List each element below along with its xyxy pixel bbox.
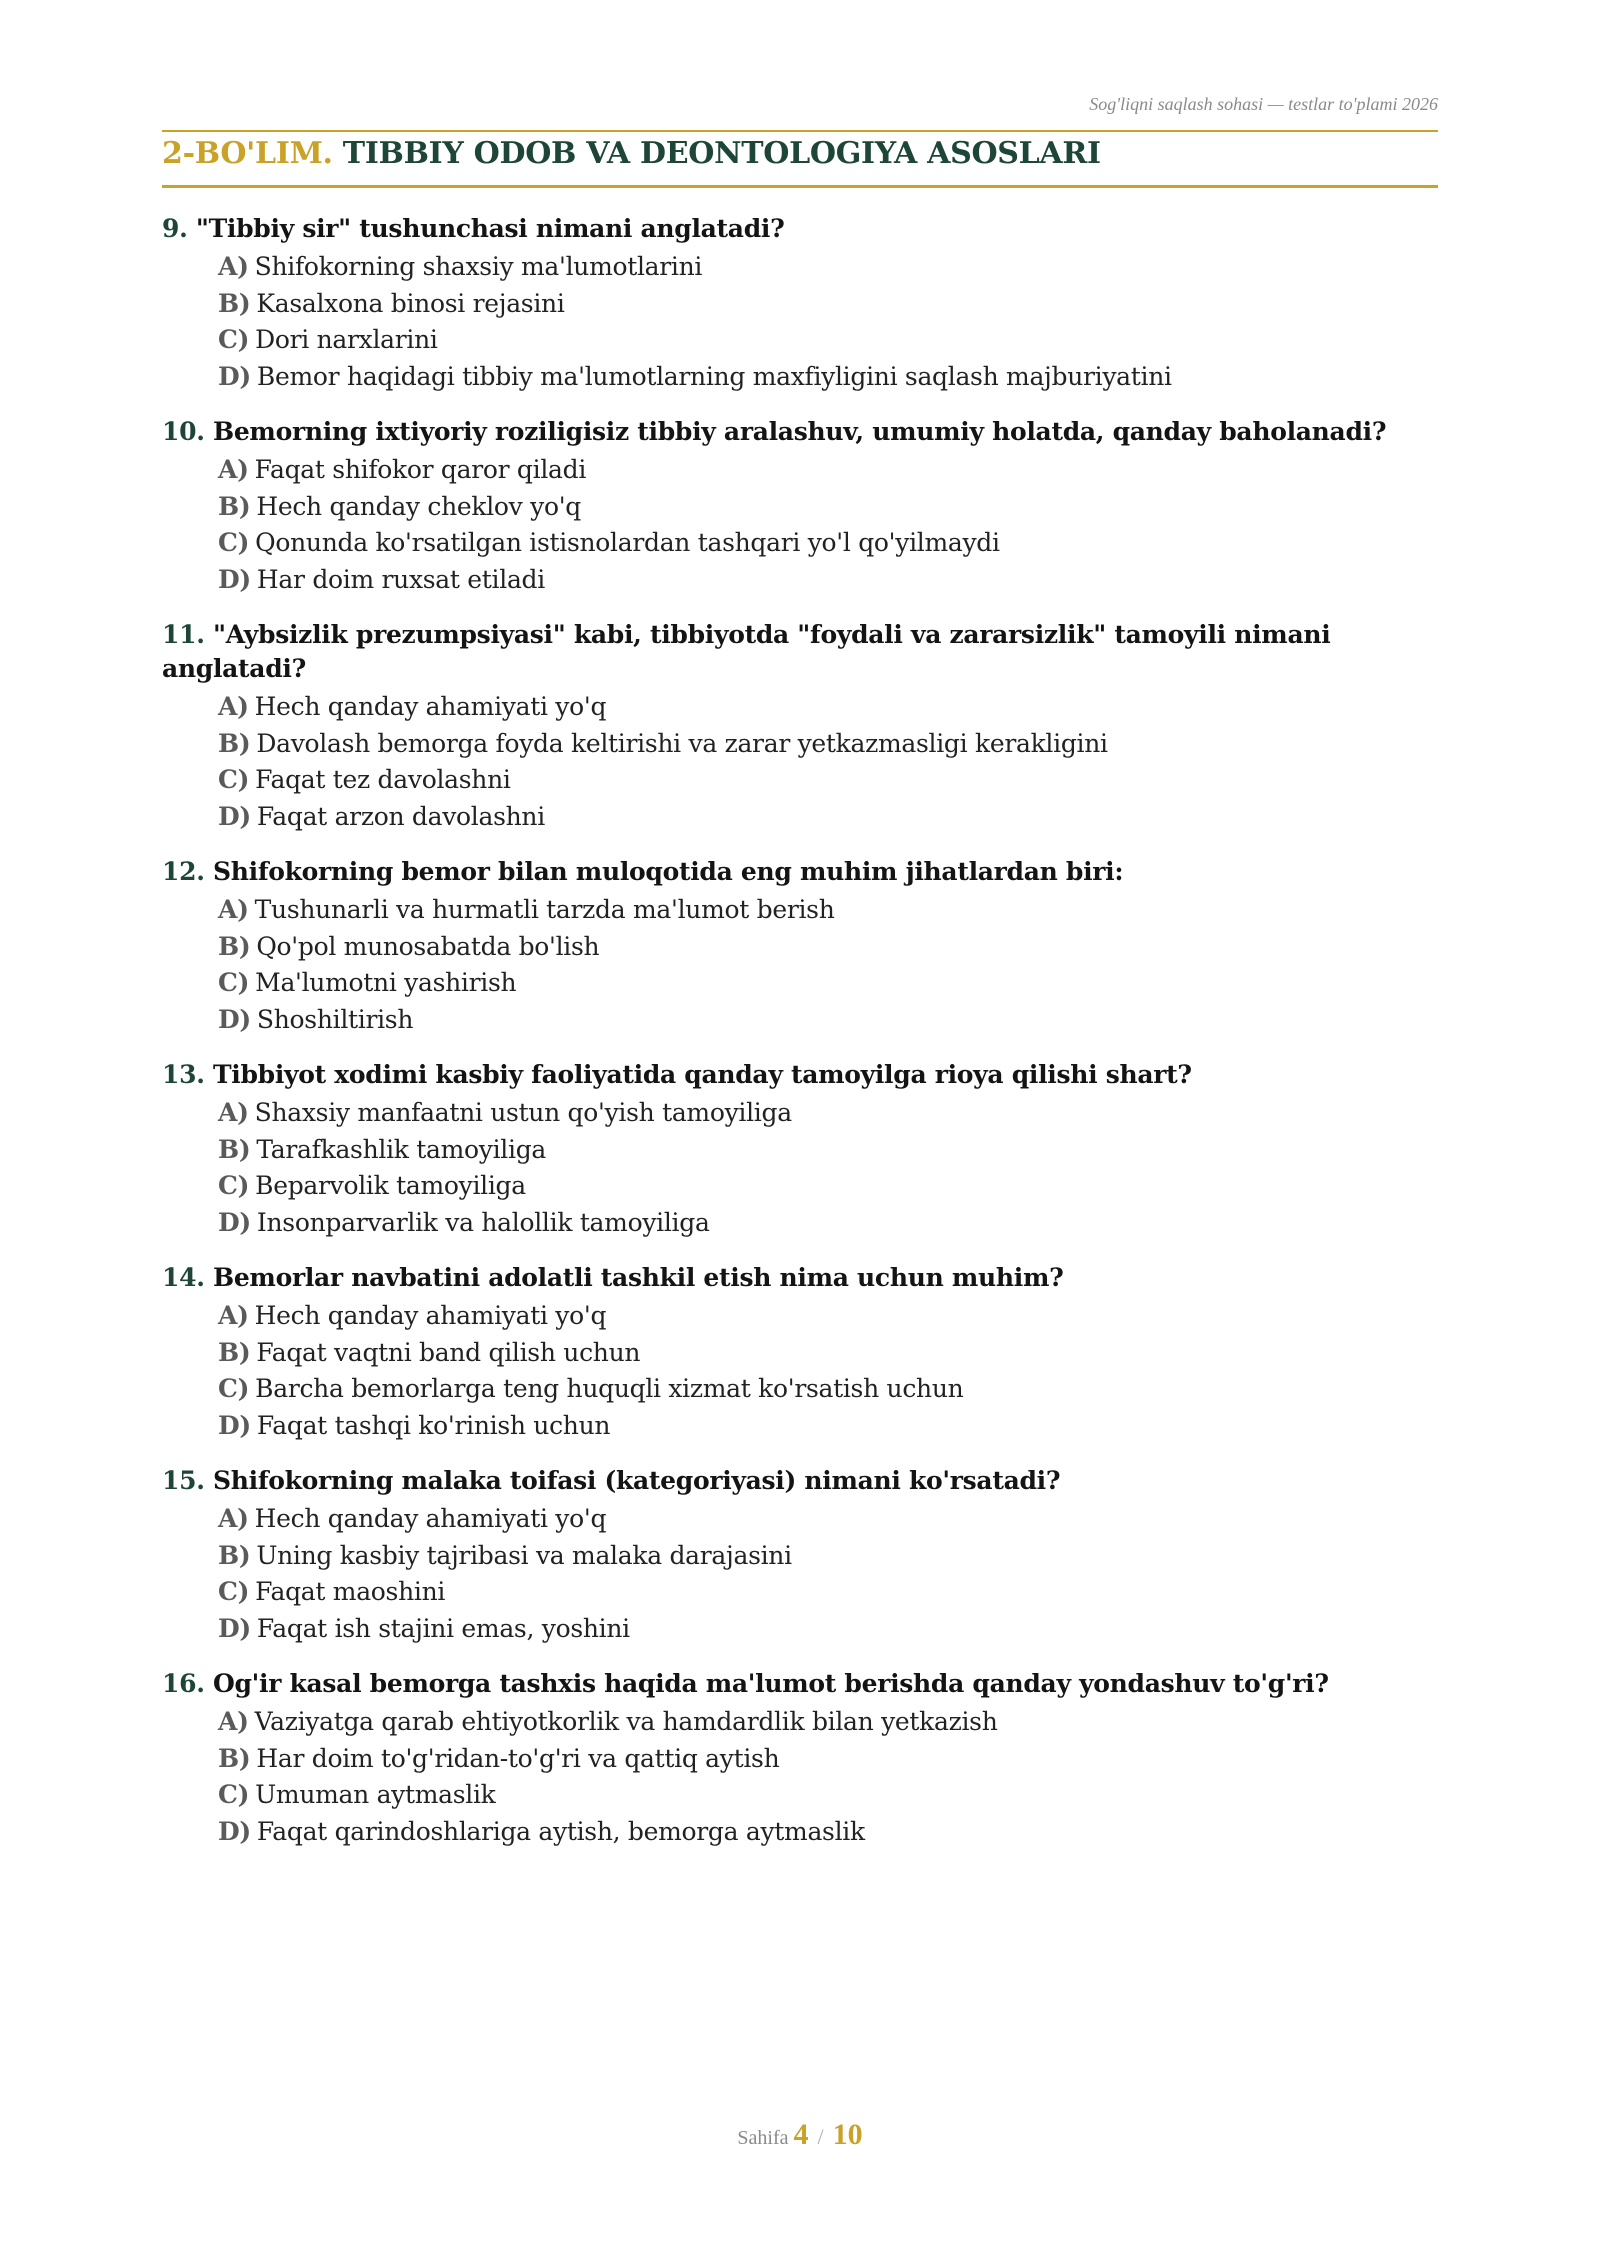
option-letter: D): [218, 1613, 251, 1643]
option-letter: A): [218, 692, 249, 721]
option-letter: A): [218, 455, 249, 484]
option-text: Tarafkashlik tamoyiliga: [256, 1134, 547, 1164]
answer-option: [218, 452, 1442, 489]
option-text: Shifokorning shaxsiy ma'lumotlarini: [254, 252, 703, 281]
question-text: [162, 212, 1442, 246]
option-letter: A): [218, 252, 249, 281]
answer-option: [218, 1741, 1442, 1778]
option-text: Tushunarli va hurmatli tarzda ma'lumot berish: [254, 895, 835, 924]
section-name: TIBBIY ODOB VA DEONTOLOGIYA ASOSLARI: [342, 136, 1101, 171]
answer-option: [218, 1298, 1442, 1335]
question-number: 10.: [162, 417, 205, 446]
option-letter: B): [218, 288, 251, 318]
answer-option: [218, 965, 1442, 1002]
question-number: 11.: [162, 620, 205, 649]
option-text: Faqat tez davolashni: [255, 765, 511, 794]
answer-option: [218, 1611, 1442, 1648]
option-letter: B): [218, 931, 251, 961]
question-stem: Shifokorning bemor bilan muloqotida eng muhim jihatlardan biri:: [213, 857, 1124, 886]
option-letter: B): [218, 728, 251, 758]
option-list: [162, 689, 1442, 835]
question-text: [162, 1464, 1442, 1498]
answer-option: [218, 1132, 1442, 1169]
question-item: [162, 618, 1442, 835]
option-list: [162, 452, 1442, 598]
question-item: [162, 415, 1442, 598]
question-number: 16.: [162, 1669, 205, 1698]
option-letter: B): [218, 1540, 251, 1570]
answer-option: [218, 562, 1442, 599]
option-text: Qonunda ko'rsatilgan istisnolardan tashqari yo'l qo'yilmaydi: [255, 528, 1000, 557]
option-text: Uning kasbiy tajribasi va malaka darajasini: [256, 1540, 792, 1570]
option-text: Faqat ish stajini emas, yoshini: [256, 1613, 630, 1643]
question-item: [162, 212, 1442, 395]
answer-option: [218, 1371, 1442, 1408]
answer-option: [218, 322, 1442, 359]
answer-option: [218, 929, 1442, 966]
answer-option: [218, 1814, 1442, 1851]
option-text: Faqat vaqtni band qilish uchun: [256, 1337, 641, 1367]
section-number: 2-BO'LIM.: [162, 136, 333, 171]
option-letter: D): [218, 801, 251, 831]
option-letter: C): [218, 528, 250, 557]
question-number: 15.: [162, 1466, 205, 1495]
option-letter: C): [218, 1374, 250, 1403]
option-letter: C): [218, 1171, 250, 1200]
option-text: Har doim to'g'ridan-to'g'ri va qattiq aytish: [256, 1743, 780, 1773]
section-rule: [162, 185, 1438, 188]
option-letter: B): [218, 1134, 251, 1164]
question-item: [162, 1261, 1442, 1444]
option-letter: D): [218, 1410, 251, 1440]
option-text: Kasalxona binosi rejasini: [256, 288, 565, 318]
answer-option: [218, 489, 1442, 526]
answer-option: [218, 1408, 1442, 1445]
option-text: Hech qanday ahamiyati yo'q: [254, 692, 607, 721]
option-text: Hech qanday ahamiyati yo'q: [254, 1504, 607, 1533]
answer-option: [218, 892, 1442, 929]
question-item: [162, 1667, 1442, 1850]
option-letter: A): [218, 1301, 249, 1330]
option-letter: C): [218, 325, 250, 354]
option-letter: B): [218, 1743, 251, 1773]
option-text: Faqat shifokor qaror qiladi: [254, 455, 587, 484]
header-rule: [162, 130, 1438, 132]
question-text: [162, 1667, 1442, 1701]
option-text: Davolash bemorga foyda keltirishi va zarar yetkazmasligi kerakligini: [256, 728, 1108, 758]
question-number: 13.: [162, 1060, 205, 1089]
option-text: Insonparvarlik va halollik tamoyiliga: [256, 1207, 710, 1237]
option-letter: C): [218, 1780, 250, 1809]
answer-option: [218, 689, 1442, 726]
answer-option: [218, 1205, 1442, 1242]
answer-option: [218, 1095, 1442, 1132]
option-text: Umuman aytmaslik: [255, 1780, 496, 1809]
option-letter: D): [218, 361, 251, 391]
answer-option: [218, 1501, 1442, 1538]
answer-option: [218, 286, 1442, 323]
option-letter: C): [218, 968, 250, 997]
option-text: Shaxsiy manfaatni ustun qo'yish tamoyiliga: [254, 1098, 792, 1127]
option-text: Beparvolik tamoyiliga: [255, 1171, 526, 1200]
option-text: Faqat qarindoshlariga aytish, bemorga aytmaslik: [256, 1816, 865, 1846]
question-text: [162, 855, 1442, 889]
answer-option: [218, 1574, 1442, 1611]
answer-option: [218, 1777, 1442, 1814]
option-list: [162, 1704, 1442, 1850]
option-text: Dori narxlarini: [255, 325, 438, 354]
question-stem: Og'ir kasal bemorga tashxis haqida ma'lumot berishda qanday yondashuv to'g'ri?: [213, 1669, 1329, 1698]
option-letter: B): [218, 491, 251, 521]
current-page: 4: [793, 2118, 809, 2151]
answer-option: [218, 762, 1442, 799]
option-list: [162, 249, 1442, 395]
option-letter: A): [218, 1504, 249, 1533]
answer-option: [218, 1168, 1442, 1205]
option-letter: C): [218, 765, 250, 794]
option-text: Faqat tashqi ko'rinish uchun: [256, 1410, 611, 1440]
option-text: Hech qanday ahamiyati yo'q: [254, 1301, 607, 1330]
section-title: [162, 136, 1101, 171]
option-list: [162, 1501, 1442, 1647]
footer-label: Sahifa: [737, 2127, 789, 2149]
option-text: Har doim ruxsat etiladi: [256, 564, 545, 594]
answer-option: [218, 249, 1442, 286]
option-text: Faqat arzon davolashni: [256, 801, 545, 831]
option-text: Qo'pol munosabatda bo'lish: [256, 931, 600, 961]
option-text: Barcha bemorlarga teng huquqli xizmat ko'rsatish uchun: [255, 1374, 964, 1403]
question-number: 12.: [162, 857, 205, 886]
option-list: [162, 892, 1442, 1038]
answer-option: [218, 359, 1442, 396]
question-item: [162, 1058, 1442, 1241]
answer-option: [218, 525, 1442, 562]
question-stem: "Aybsizlik prezumpsiyasi" kabi, tibbiyotda "foydali va zararsizlik" tamoyili nimani anglatadi?: [162, 620, 1331, 683]
question-text: [162, 1058, 1442, 1092]
option-letter: D): [218, 564, 251, 594]
question-number: 14.: [162, 1263, 205, 1292]
option-letter: C): [218, 1577, 250, 1606]
answer-option: [218, 1538, 1442, 1575]
question-stem: Bemorlar navbatini adolatli tashkil etish nima uchun muhim?: [213, 1263, 1064, 1292]
option-list: [162, 1298, 1442, 1444]
question-item: [162, 1464, 1442, 1647]
option-list: [162, 1095, 1442, 1241]
question-text: [162, 415, 1442, 449]
option-letter: A): [218, 1707, 249, 1736]
question-text: [162, 1261, 1442, 1295]
page-separator: /: [817, 2124, 824, 2149]
option-text: Bemor haqidagi tibbiy ma'lumotlarning maxfiyligini saqlash majburiyatini: [256, 361, 1172, 391]
option-text: Vaziyatga qarab ehtiyotkorlik va hamdardlik bilan yetkazish: [254, 1707, 998, 1736]
question-text: [162, 618, 1442, 686]
question-list: [162, 212, 1442, 1870]
option-text: Faqat maoshini: [255, 1577, 446, 1606]
option-letter: D): [218, 1004, 251, 1034]
question-stem: Shifokorning malaka toifasi (kategoriyasi) nimani ko'rsatadi?: [213, 1466, 1061, 1495]
answer-option: [218, 726, 1442, 763]
option-letter: A): [218, 1098, 249, 1127]
answer-option: [218, 1335, 1442, 1372]
option-text: Hech qanday cheklov yo'q: [256, 491, 582, 521]
page-footer: [0, 2118, 1600, 2152]
option-letter: D): [218, 1816, 251, 1846]
question-number: 9.: [162, 214, 188, 243]
option-letter: B): [218, 1337, 251, 1367]
question-stem: Tibbiyot xodimi kasbiy faoliyatida qanday tamoyilga rioya qilishi shart?: [213, 1060, 1192, 1089]
question-stem: "Tibbiy sir" tushunchasi nimani anglatadi?: [195, 214, 785, 243]
option-text: Ma'lumotni yashirish: [255, 968, 517, 997]
running-header: Sog'liqni saqlash sohasi — testlar to'plami 2026: [1089, 94, 1438, 114]
answer-option: [218, 799, 1442, 836]
total-pages: 10: [832, 2118, 863, 2151]
answer-option: [218, 1002, 1442, 1039]
option-letter: A): [218, 895, 249, 924]
answer-option: [218, 1704, 1442, 1741]
option-letter: D): [218, 1207, 251, 1237]
option-text: Shoshiltirish: [256, 1004, 414, 1034]
question-item: [162, 855, 1442, 1038]
question-stem: Bemorning ixtiyoriy roziligisiz tibbiy aralashuv, umumiy holatda, qanday baholanadi?: [213, 417, 1387, 446]
